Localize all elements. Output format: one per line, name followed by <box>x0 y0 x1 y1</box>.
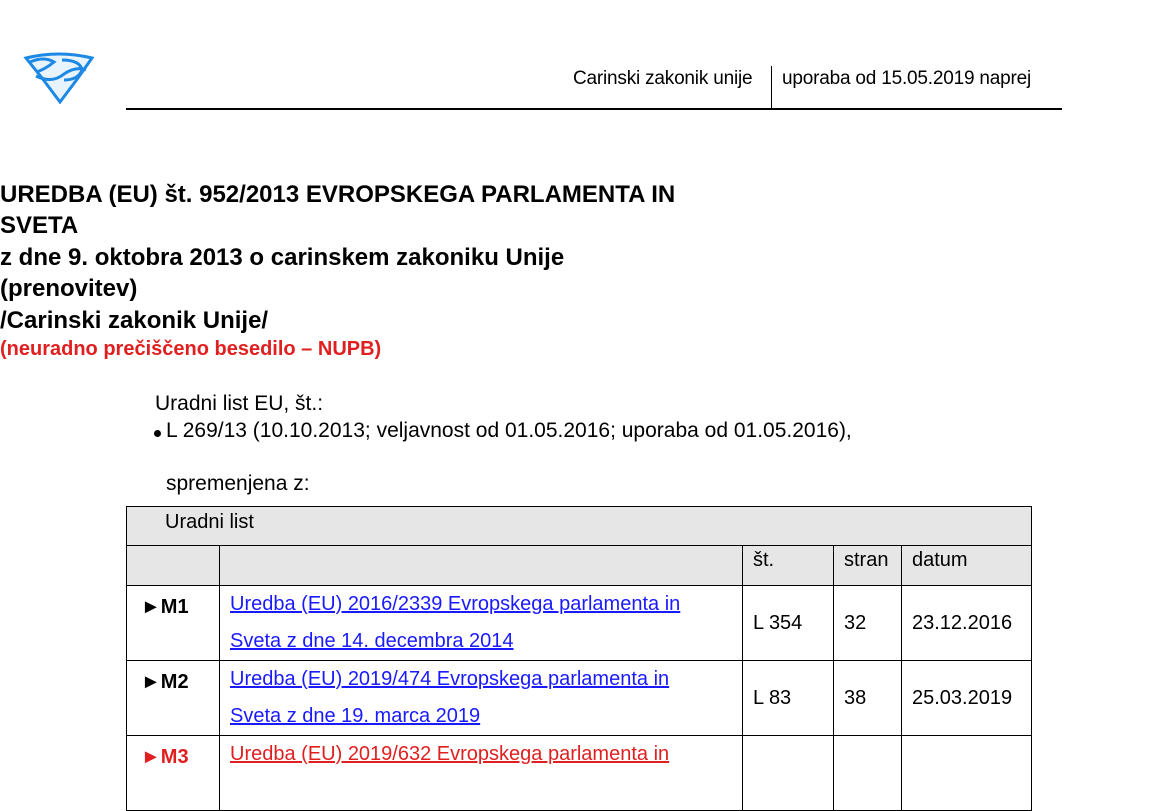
amendment-link-line2: Sveta z dne 19. marca 2019 <box>230 705 481 727</box>
header-cell-date: datum <box>902 546 1032 586</box>
amendment-link-line1: Uredba (EU) 2019/632 Evropskega parlamenta in <box>230 743 670 765</box>
table-header-row <box>127 546 1032 586</box>
header-cell-title <box>220 546 743 586</box>
header-document-title: Carinski zakonik unije <box>573 68 753 89</box>
amendment-page: 38 <box>834 661 902 736</box>
amendment-marker: ►M2 <box>127 661 220 736</box>
amendments-table <box>126 506 1032 811</box>
table-row <box>127 661 1032 736</box>
amendment-number <box>743 736 834 811</box>
title-line-3: z dne 9. oktobra 2013 o carinskem zakoniku Unije <box>0 244 565 271</box>
official-journal-entry: L 269/13 (10.10.2013; veljavnost od 01.05.2016; uporaba od 01.05.2016), <box>166 419 852 442</box>
title-line-2: SVETA <box>0 212 79 239</box>
header-cell-page: stran <box>834 546 902 586</box>
header-cell-marker <box>127 546 220 586</box>
table-caption: Uradni list <box>127 507 1032 546</box>
official-journal-label: Uradni list EU, št.: <box>155 392 324 415</box>
amended-by-label: spremenjena z: <box>166 472 310 495</box>
subtitle-prefix: (neuradno prečiščeno besedilo – <box>0 338 318 360</box>
sd-shield-logo-icon <box>22 48 96 104</box>
amendment-date: 25.03.2019 <box>902 661 1032 736</box>
amendment-number: L 354 <box>743 586 834 661</box>
amendment-page: 32 <box>834 586 902 661</box>
subtitle-nupb: NUPB <box>317 338 375 360</box>
amendment-title-cell <box>220 736 743 811</box>
amendment-page <box>834 736 902 811</box>
amendment-link[interactable] <box>230 736 732 773</box>
amendment-date <box>902 736 1032 811</box>
table-row <box>127 736 1032 811</box>
header-cell-number: št. <box>743 546 834 586</box>
amendment-title-cell <box>220 586 743 661</box>
header-divider <box>771 66 772 108</box>
amendment-marker: ►M3 <box>127 736 220 811</box>
amendment-title-cell <box>220 661 743 736</box>
amendment-link-line1: Uredba (EU) 2019/474 Evropskega parlamenta in <box>230 668 670 690</box>
amendment-marker: ►M1 <box>127 586 220 661</box>
header-rule <box>126 108 1062 110</box>
unofficial-consolidated-note <box>0 338 1158 361</box>
title-line-1: UREDBA (EU) št. 952/2013 EVROPSKEGA PARLAMENTA IN <box>0 181 676 208</box>
amendment-number: L 83 <box>743 661 834 736</box>
bullet-icon <box>154 430 161 437</box>
amendment-link[interactable] <box>230 661 732 735</box>
table-row <box>127 586 1032 661</box>
amendment-link-line1: Uredba (EU) 2016/2339 Evropskega parlamenta in <box>230 593 681 615</box>
amendment-date: 23.12.2016 <box>902 586 1032 661</box>
header-application-date: uporaba od 15.05.2019 naprej <box>782 68 1032 89</box>
amendment-link[interactable] <box>230 586 732 660</box>
amendment-link-line2: Sveta z dne 14. decembra 2014 <box>230 630 514 652</box>
title-line-5: /Carinski zakonik Unije/ <box>0 307 269 334</box>
title-line-4: (prenovitev) <box>0 275 138 302</box>
subtitle-suffix: ) <box>374 338 382 360</box>
table-caption-row <box>127 507 1032 546</box>
